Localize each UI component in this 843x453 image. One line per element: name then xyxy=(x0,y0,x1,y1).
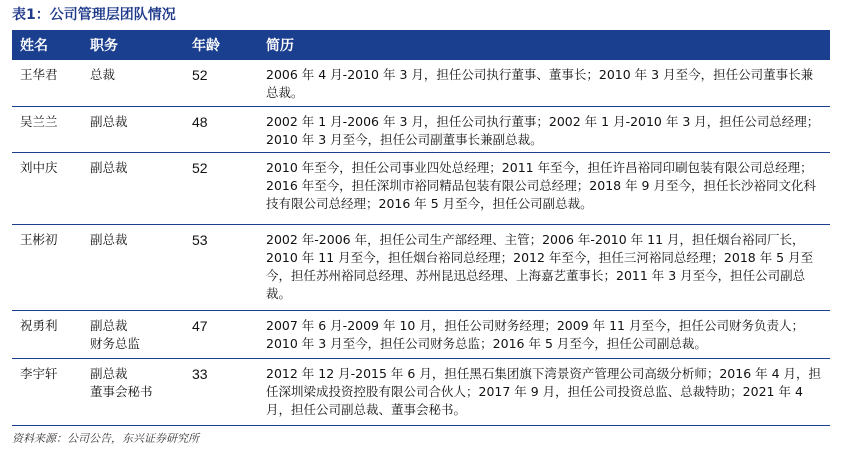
role-line: 副总裁 xyxy=(90,160,128,175)
role-line: 董事会秘书 xyxy=(90,384,153,399)
table-row xyxy=(12,153,830,225)
row-bio: 2010 年至今，担任公司事业四处总经理；2011 年至今，担任许昌裕同印刷包装有限公司总经理；2016 年至今，担任深圳市裕同精品包装有限公司总经理；2018 年 9 月至今，担任长沙裕同文化科技有限公司总经理；2016 年 5 月至今，担任公司副总裁。 xyxy=(266,160,816,211)
table-row xyxy=(12,60,830,107)
role-line: 副总裁 xyxy=(90,232,128,247)
row-age: 53 xyxy=(192,232,208,248)
row-age: 47 xyxy=(192,318,208,334)
header-name: 姓名 xyxy=(20,38,48,54)
row-age: 52 xyxy=(192,160,208,176)
header-age: 年龄 xyxy=(192,38,220,54)
row-bio: 2012 年 12 月-2015 年 6 月，担任黑石集团旗下湾景资产管理公司高级分析师；2016 年 4 月，担任深圳梁成投资控股有限公司合伙人；2017 年 9 月，担任公司投资总监、总裁特助；2021 年 4 月，担任公司副总裁、董事会秘书。 xyxy=(266,366,822,417)
management-table xyxy=(12,30,830,426)
row-role xyxy=(82,107,184,152)
row-role xyxy=(82,311,184,358)
row-age: 48 xyxy=(192,114,208,130)
row-bio: 2002 年-2006 年，担任公司生产部经理、主管；2006 年-2010 年 11 月，担任烟台裕同厂长，2010 年 11 月至今，担任烟台裕同总经理；2012 年至今，担任三河裕同总经理；2018 年 5 月至今，担任苏州裕同总经理、苏州昆迅总经理、上海嘉艺董事长；2011 年 3 月至今，担任公司副总裁。 xyxy=(266,232,814,301)
row-role xyxy=(82,153,184,224)
header-role: 职务 xyxy=(90,38,118,54)
row-bio: 2007 年 6 月-2009 年 10 月，担任公司财务经理；2009 年 11 月至今，担任公司财务负责人；2010 年 3 月至今，担任公司财务总监；2016 年 5 月至今，担任公司副总裁。 xyxy=(266,318,804,351)
role-line: 副总裁 xyxy=(90,114,128,129)
row-name: 刘中庆 xyxy=(20,160,58,175)
row-role xyxy=(82,359,184,425)
table-header xyxy=(12,30,830,60)
row-name: 祝勇利 xyxy=(20,318,58,333)
role-line: 副总裁 xyxy=(90,366,128,381)
row-name: 王彬初 xyxy=(20,232,58,247)
row-bio: 2006 年 4 月-2010 年 3 月，担任公司执行董事、董事长；2010 年 3 月至今，担任公司董事长兼总裁。 xyxy=(266,67,814,100)
row-role xyxy=(82,60,184,106)
role-line: 财务总监 xyxy=(90,336,141,351)
table-row xyxy=(12,225,830,311)
row-bio: 2002 年 1 月-2006 年 3 月，担任公司执行董事；2002 年 1 月-2010 年 3 月，担任公司总经理；2010 年 3 月至今，担任公司副董事长兼副总裁。 xyxy=(266,114,820,147)
header-bio: 简历 xyxy=(266,38,294,54)
table-row xyxy=(12,107,830,153)
row-name: 李宇轩 xyxy=(20,366,58,381)
source-note: 资料来源：公司公告，东兴证券研究所 xyxy=(12,432,199,445)
row-age: 52 xyxy=(192,67,208,83)
role-line: 总裁 xyxy=(90,67,116,82)
row-name: 王华君 xyxy=(20,67,58,82)
row-name: 吴兰兰 xyxy=(20,114,58,129)
table-row xyxy=(12,311,830,359)
table-title: 表1：公司管理层团队情况 xyxy=(12,7,176,23)
row-role xyxy=(82,225,184,310)
table-row xyxy=(12,359,830,426)
row-age: 33 xyxy=(192,366,208,382)
role-line: 副总裁 xyxy=(90,318,128,333)
